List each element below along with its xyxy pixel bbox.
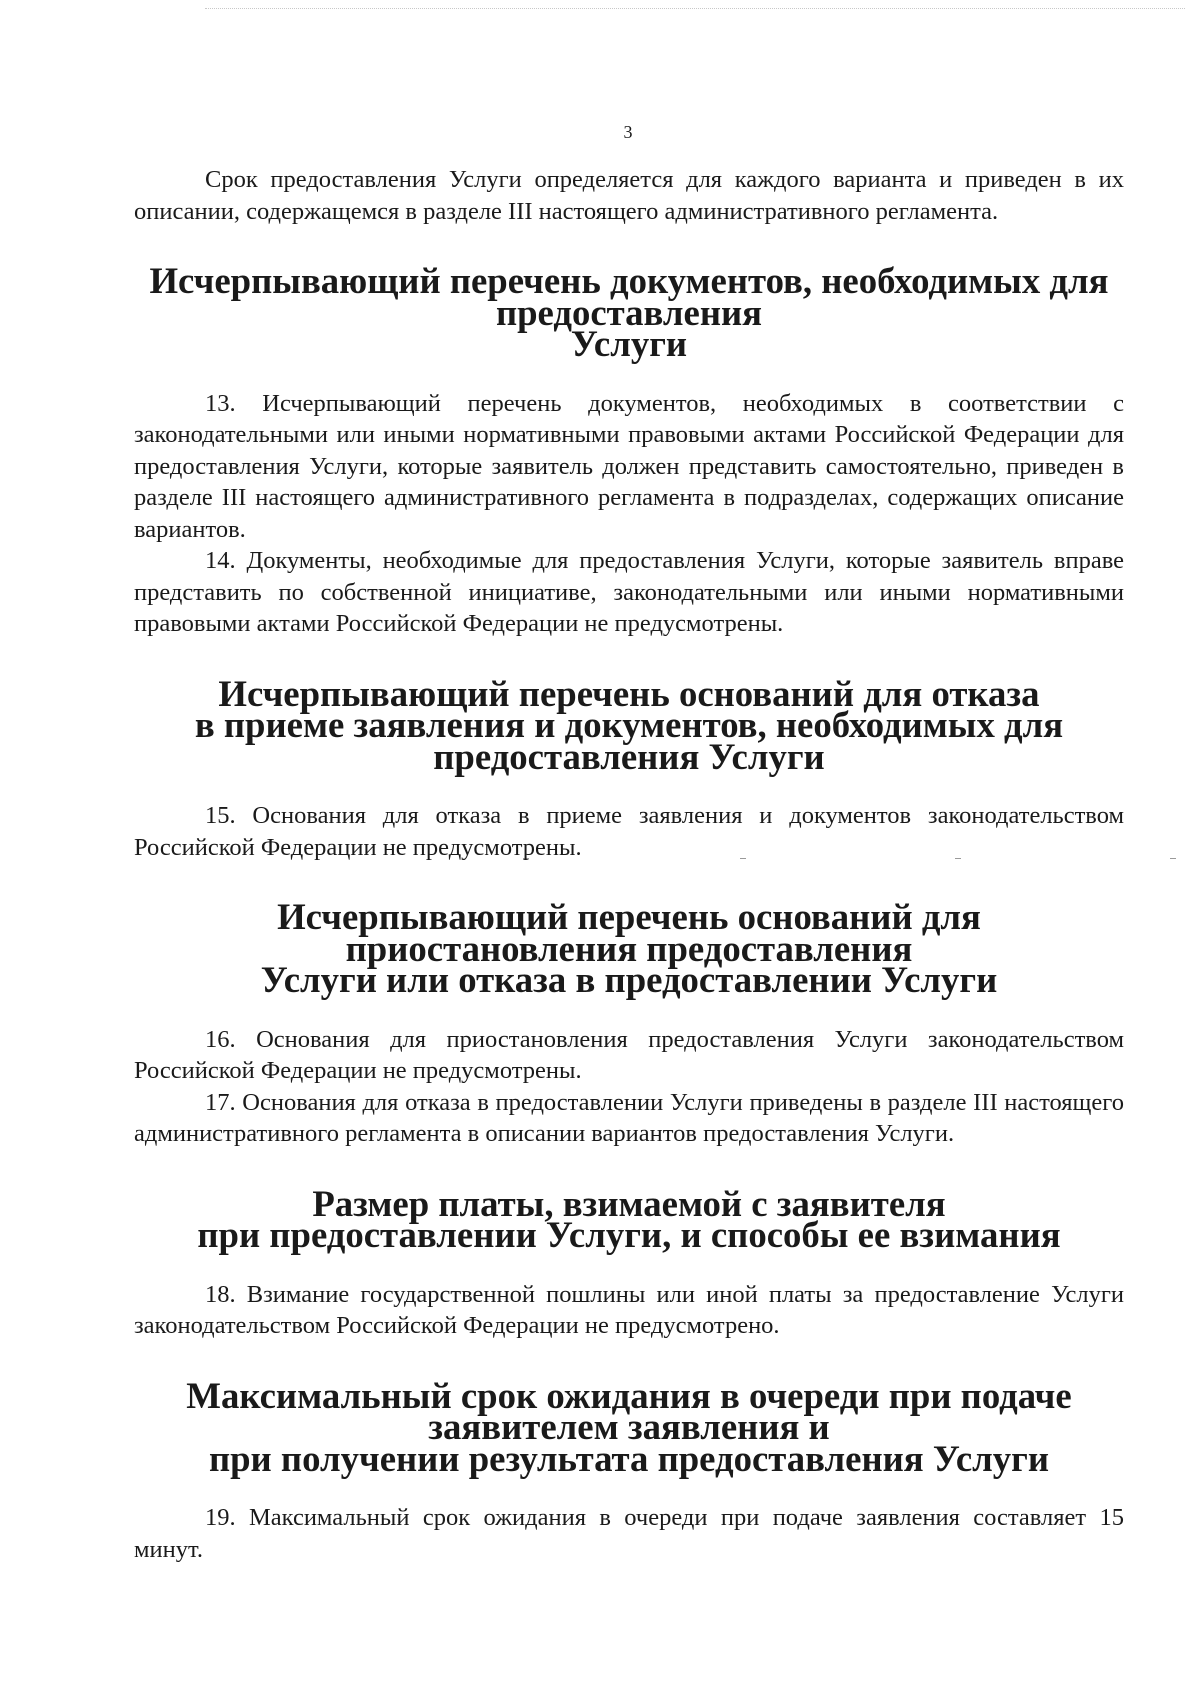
- heading-documents-list: [134, 260, 1124, 364]
- heading-line: Размер платы, взимаемой с заявителя: [312, 1182, 946, 1224]
- heading-line: в приеме заявления и документов, необходимых для предоставления Услуги: [194, 704, 1064, 777]
- heading-line: Исчерпывающий перечень документов, необходимых для предоставления: [149, 260, 1109, 333]
- heading-line: Исчерпывающий перечень оснований для отказа: [218, 672, 1040, 714]
- heading-refusal-grounds-reception: [134, 672, 1124, 777]
- heading-line: при предоставлении Услуги, и способы ее взимания: [197, 1214, 1061, 1255]
- paragraph-13: 13. Исчерпывающий перечень документов, необходимых в соответствии с законодательными или иными нормативными правовыми актами Российской Федерации для предоставления Услуги, которые заявитель должен представить самостоятельно, приведен в разделе III настоящего административного регламента в подразделах, содержащих описание вариантов.: [134, 389, 1124, 543]
- heading-line: Услуги: [570, 323, 688, 364]
- heading-line: при получении результата предоставления Услуги: [208, 1437, 1050, 1479]
- heading-fee-size: [134, 1182, 1124, 1255]
- paragraph-17: 17. Основания для отказа в предоставлении Услуги приведены в разделе III настоящего административного регламента в описании вариантов предоставления Услуги.: [134, 1088, 1124, 1147]
- paragraph-15: 15. Основания для отказа в приеме заявления и документов законодательством Российской Федерации не предусмотрены.: [134, 802, 1124, 861]
- document-body: [134, 164, 1124, 1565]
- scan-edge-artifact: [205, 8, 1185, 9]
- paragraph-19: 19. Максимальный срок ожидания в очереди при подаче заявления составляет 15 минут.: [134, 1504, 1124, 1563]
- paragraph-14: 14. Документы, необходимые для предоставления Услуги, которые заявитель вправе представить по собственной инициативе, законодательными или иными нормативными правовыми актами Российской Федерации не предусмотрены.: [134, 547, 1124, 637]
- heading-suspension-grounds: [134, 896, 1124, 1000]
- heading-queue-waiting-time: [134, 1374, 1124, 1479]
- paragraph-16: 16. Основания для приостановления предоставления Услуги законодательством Российской Федерации не предусмотрены.: [134, 1025, 1124, 1084]
- scan-dash-artifact: [1170, 858, 1176, 859]
- page-number: 3: [623, 122, 633, 142]
- heading-line: Услуги или отказа в предоставлении Услуги: [260, 959, 998, 1000]
- paragraph-18: 18. Взимание государственной пошлины или иной платы за предоставление Услуги законодательством Российской Федерации не предусмотрено.: [134, 1280, 1124, 1339]
- heading-line: Максимальный срок ожидания в очереди при подаче заявителем заявления и: [186, 1374, 1072, 1447]
- paragraph-term-of-service: Срок предоставления Услуги определяется для каждого варианта и приведен в их описании, содержащемся в разделе III настоящего административного регламента.: [134, 166, 1124, 225]
- heading-line: Исчерпывающий перечень оснований для приостановления предоставления: [277, 896, 981, 969]
